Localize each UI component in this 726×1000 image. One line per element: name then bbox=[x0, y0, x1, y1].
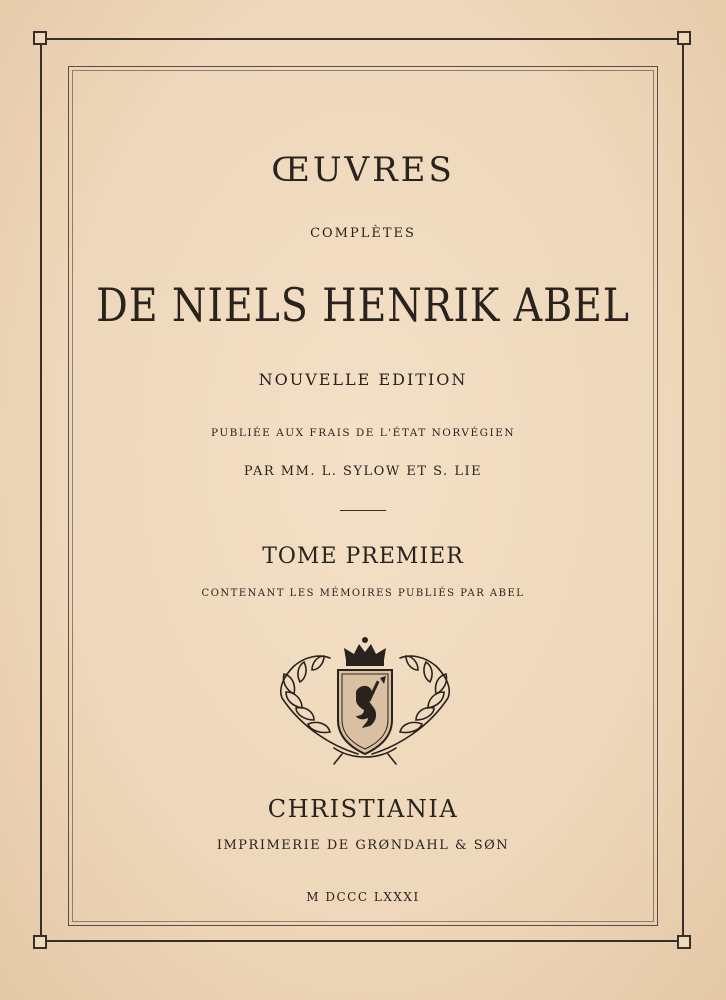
norwegian-coat-of-arms-icon bbox=[272, 636, 458, 766]
imprint-city: CHRISTIANIA bbox=[267, 795, 459, 823]
frame-corner-top-right bbox=[677, 31, 691, 45]
frame-corner-top-left bbox=[33, 31, 47, 45]
editors-line: PAR MM. L. SYLOW ET S. LIE bbox=[243, 464, 483, 479]
volume-title: TOME PREMIER bbox=[262, 544, 464, 569]
frame-corner-bottom-right bbox=[677, 935, 691, 949]
edition-line: NOUVELLE EDITION bbox=[258, 370, 468, 389]
divider-rule bbox=[340, 510, 386, 511]
author-name: DE NIELS HENRIK ABEL bbox=[96, 278, 630, 332]
work-subtitle: COMPLÈTES bbox=[310, 226, 416, 241]
publication-year: M DCCC LXXXI bbox=[306, 890, 420, 904]
frame-corner-bottom-left bbox=[33, 935, 47, 949]
printer-name: IMPRIMERIE DE GRØNDAHL & SØN bbox=[216, 838, 510, 853]
publication-line: PUBLIÉE AUX FRAIS DE L'ÉTAT NORVÉGIEN bbox=[210, 427, 516, 439]
work-title: ŒUVRES bbox=[271, 150, 455, 190]
volume-contents: CONTENANT LES MÉMOIRES PUBLIÉS PAR ABEL bbox=[201, 588, 525, 599]
